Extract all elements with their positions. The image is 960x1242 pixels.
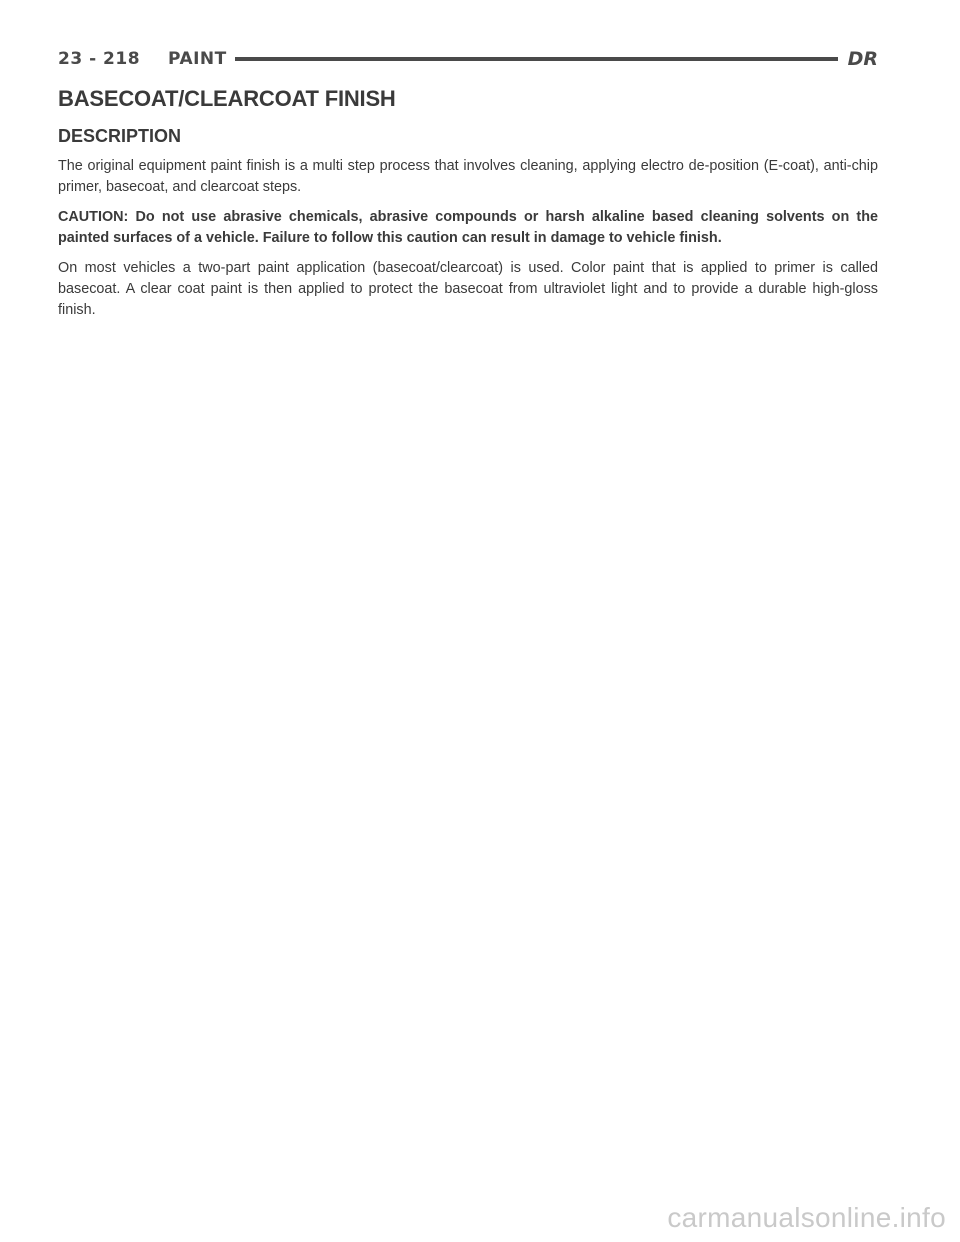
section-heading: DESCRIPTION [58, 126, 182, 146]
page-header [58, 44, 878, 74]
description-paragraph: The original equipment paint finish is a multi step process that involves cleaning, applying electro de-position (E-coat), anti-chip primer, basecoat, and clearcoat steps. [58, 158, 878, 195]
application-paragraph: On most vehicles a two-part paint application (basecoat/clearcoat) is used. Color paint that is applied to primer is called basecoat. A clear coat paint is then applied to protect the basecoat from ultraviolet light and to provide a durable high-gloss finish. [58, 260, 878, 318]
watermark: carmanualsonline.info [667, 1202, 946, 1233]
page-number: 23 - 218 [58, 49, 141, 69]
caution-notice: CAUTION: Do not use abrasive chemicals, abrasive compounds or harsh alkaline based cleaning solvents on the painted surfaces of a vehicle. Failure to follow this caution can result in damage to vehicle finish. [58, 209, 878, 246]
header-rule [235, 57, 838, 61]
model-code: DR [847, 48, 878, 70]
page-title: BASECOAT/CLEARCOAT FINISH [58, 86, 396, 111]
page-content [58, 86, 878, 330]
section-name: PAINT [168, 49, 227, 69]
